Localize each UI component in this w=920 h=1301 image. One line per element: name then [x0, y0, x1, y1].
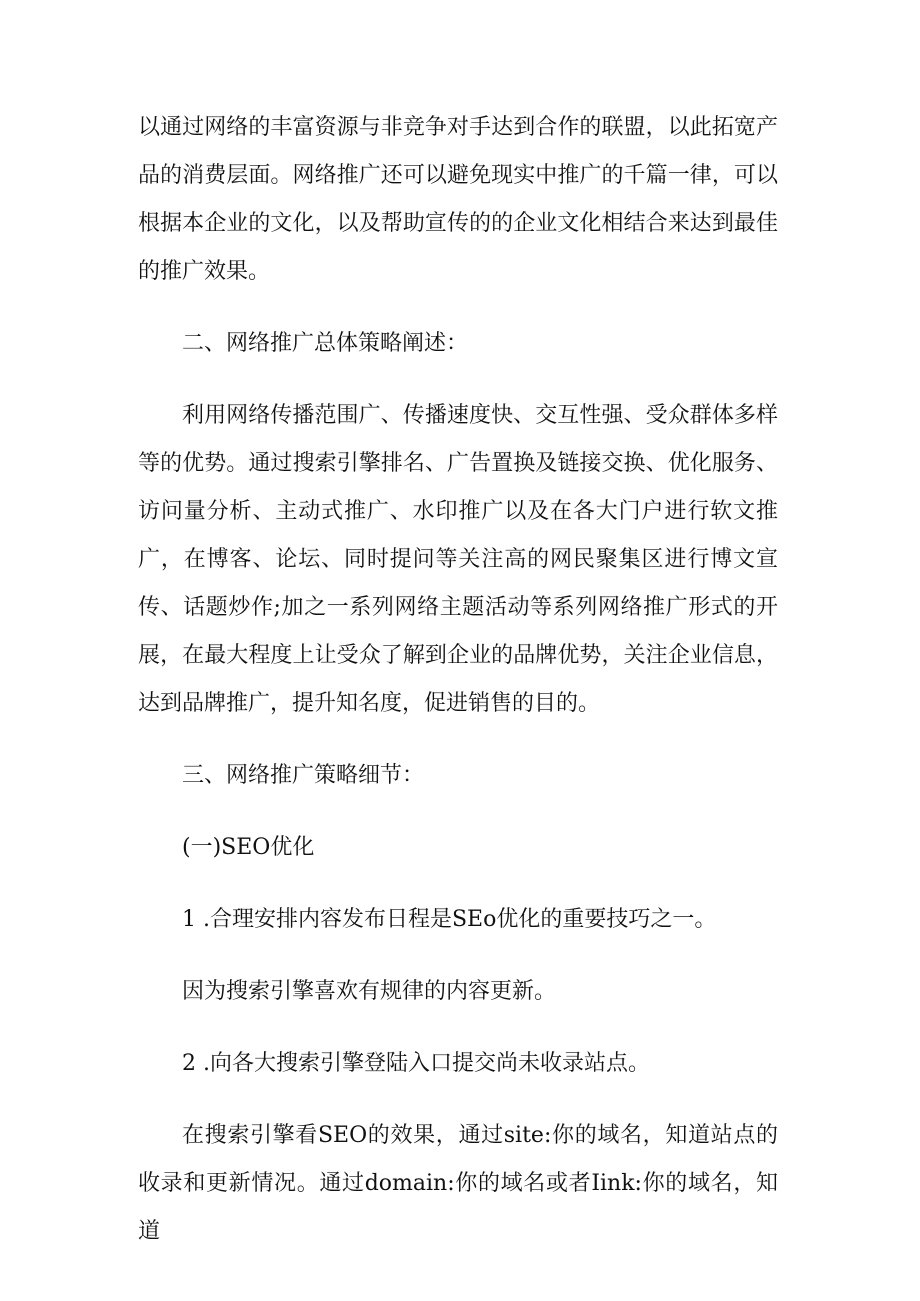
list-item-1: 1 .合理安排内容发布日程是SEo优化的重要技巧之一。: [182, 907, 717, 932]
document-body: [138, 104, 778, 1256]
heading-overall-strategy: 二、网络推广总体策略阐述：: [182, 331, 469, 356]
heading-seo: (一)SEO优化: [182, 835, 315, 860]
heading-strategy-details: 三、网络推广策略细节：: [182, 763, 425, 788]
paragraph-overall-strategy: 利用网络传播范围广、传播速度快、交互性强、受众群体多样等的优势。通过搜索引擎排名、广告置换及链接交换、优化服务、访问量分析、主动式推广、水印推广以及在各大门户进行软文推广，在博客、论坛、同时提问等关注高的网民聚集区进行博文宣传、话题炒作;加之一系列网络主题活动等系列网络推广形式的开展，在最大程度上让受众了解到企业的品牌优势，关注企业信息，达到品牌推广，提升知名度，促进销售的目的。: [138, 403, 778, 716]
list-item-2: 2 .向各大搜索引擎登陆入口提交尚未收录站点。: [182, 1051, 650, 1076]
paragraph-promotion-intro: 以通过网络的丰富资源与非竞争对手达到合作的联盟，以此拓宽产品的消费层面。网络推广还可以避免现实中推广的千篇一律，可以根据本企业的文化，以及帮助宣传的的企业文化相结合来达到最佳的推广效果。: [138, 115, 778, 284]
paragraph-update-reason: 因为搜索引擎喜欢有规律的内容更新。: [182, 979, 557, 1004]
paragraph-seo-check: 在搜索引擎看SEO的效果，通过site:你的域名，知道站点的收录和更新情况。通过domain:你的域名或者Iink:你的域名，知道: [138, 1123, 778, 1244]
